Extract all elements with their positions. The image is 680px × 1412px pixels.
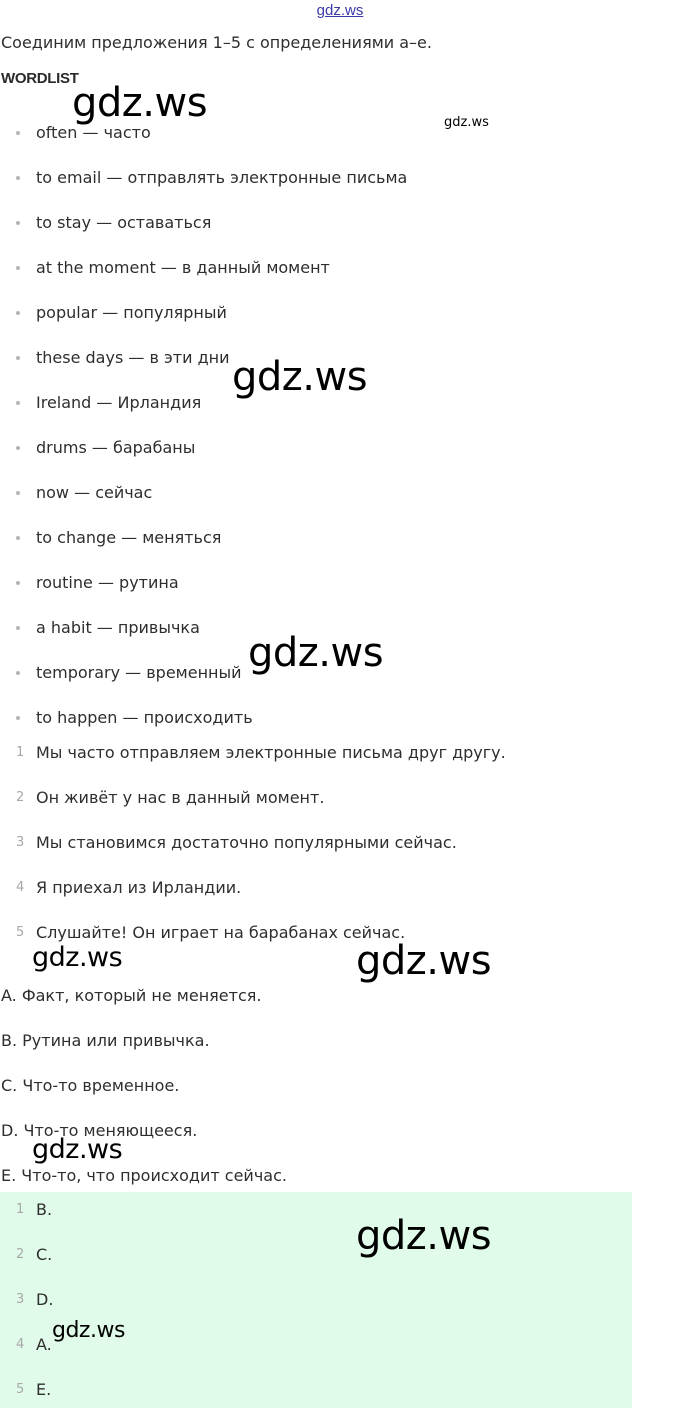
sentence-list bbox=[0, 730, 506, 955]
answer-item: 4 A. bbox=[0, 1322, 53, 1367]
item-number: 2 bbox=[16, 790, 25, 805]
bullet-icon bbox=[16, 311, 20, 315]
bullet-icon bbox=[16, 356, 20, 360]
definition-item: C. Что-то временное. bbox=[1, 1076, 180, 1095]
bullet-icon bbox=[16, 716, 20, 720]
item-number: 5 bbox=[16, 925, 25, 940]
item-number: 1 bbox=[16, 1202, 25, 1217]
item-number: 4 bbox=[16, 1337, 25, 1352]
definition-item: B. Рутина или привычка. bbox=[1, 1031, 210, 1050]
definition-item: E. Что-то, что происходит сейчас. bbox=[1, 1166, 287, 1185]
wordlist-item: a habit — привычка bbox=[0, 605, 407, 650]
bullet-icon bbox=[16, 176, 20, 180]
sentence-item: 5 Слушайте! Он играет на барабанах сейчас. bbox=[0, 910, 506, 955]
watermark: gdz.ws bbox=[444, 115, 489, 130]
watermark: gdz.ws bbox=[356, 1213, 492, 1259]
item-number: 2 bbox=[16, 1247, 25, 1262]
wordlist-item: these days — в эти дни bbox=[0, 335, 407, 380]
wordlist-item: Ireland — Ирландия bbox=[0, 380, 407, 425]
wordlist-item: routine — рутина bbox=[0, 560, 407, 605]
wordlist-heading: WORDLIST bbox=[1, 70, 79, 87]
wordlist-item: to change — меняться bbox=[0, 515, 407, 560]
wordlist-item: drums — барабаны bbox=[0, 425, 407, 470]
watermark: gdz.ws bbox=[52, 1318, 125, 1343]
task-instruction: Соединим предложения 1–5 с определениями a–e. bbox=[1, 33, 432, 52]
sentence-item: 1 Мы часто отправляем электронные письма друг другу. bbox=[0, 730, 506, 775]
bullet-icon bbox=[16, 536, 20, 540]
sentence-item: 4 Я приехал из Ирландии. bbox=[0, 865, 506, 910]
watermark: gdz.ws bbox=[32, 1134, 123, 1165]
watermark: gdz.ws bbox=[232, 354, 368, 400]
answer-item: 3 D. bbox=[0, 1277, 53, 1322]
item-number: 1 bbox=[16, 745, 25, 760]
answer-item: 2 C. bbox=[0, 1232, 53, 1277]
wordlist-item: now — сейчас bbox=[0, 470, 407, 515]
answer-panel bbox=[0, 1192, 632, 1408]
wordlist-item: to email — отправлять электронные письма bbox=[0, 155, 407, 200]
wordlist-item: to happen — происходить bbox=[0, 695, 407, 740]
item-number: 3 bbox=[16, 1292, 25, 1307]
bullet-icon bbox=[16, 266, 20, 270]
wordlist-item: often — часто bbox=[0, 110, 407, 155]
sentence-item: 2 Он живёт у нас в данный момент. bbox=[0, 775, 506, 820]
definition-item: A. Факт, который не меняется. bbox=[1, 986, 262, 1005]
bullet-icon bbox=[16, 581, 20, 585]
bullet-icon bbox=[16, 446, 20, 450]
answer-item: 5 E. bbox=[0, 1367, 53, 1412]
answer-list bbox=[0, 1187, 53, 1412]
wordlist-item: to stay — оставаться bbox=[0, 200, 407, 245]
watermark: gdz.ws bbox=[248, 630, 384, 676]
bullet-icon bbox=[16, 626, 20, 630]
sentence-item: 3 Мы становимся достаточно популярными сейчас. bbox=[0, 820, 506, 865]
watermark: gdz.ws bbox=[356, 938, 492, 984]
bullet-icon bbox=[16, 491, 20, 495]
item-number: 4 bbox=[16, 880, 25, 895]
watermark: gdz.ws bbox=[32, 942, 123, 973]
bullet-icon bbox=[16, 221, 20, 225]
item-number: 5 bbox=[16, 1382, 25, 1397]
bullet-icon bbox=[16, 131, 20, 135]
wordlist-item: temporary — временный bbox=[0, 650, 407, 695]
definition-item: D. Что-то меняющееся. bbox=[1, 1121, 198, 1140]
wordlist-item: at the moment — в данный момент bbox=[0, 245, 407, 290]
watermark: gdz.ws bbox=[72, 80, 208, 126]
wordlist-item: popular — популярный bbox=[0, 290, 407, 335]
bullet-icon bbox=[16, 671, 20, 675]
answer-item: 1 B. bbox=[0, 1187, 53, 1232]
item-number: 3 bbox=[16, 835, 25, 850]
site-link[interactable]: gdz.ws bbox=[316, 2, 364, 19]
bullet-icon bbox=[16, 401, 20, 405]
